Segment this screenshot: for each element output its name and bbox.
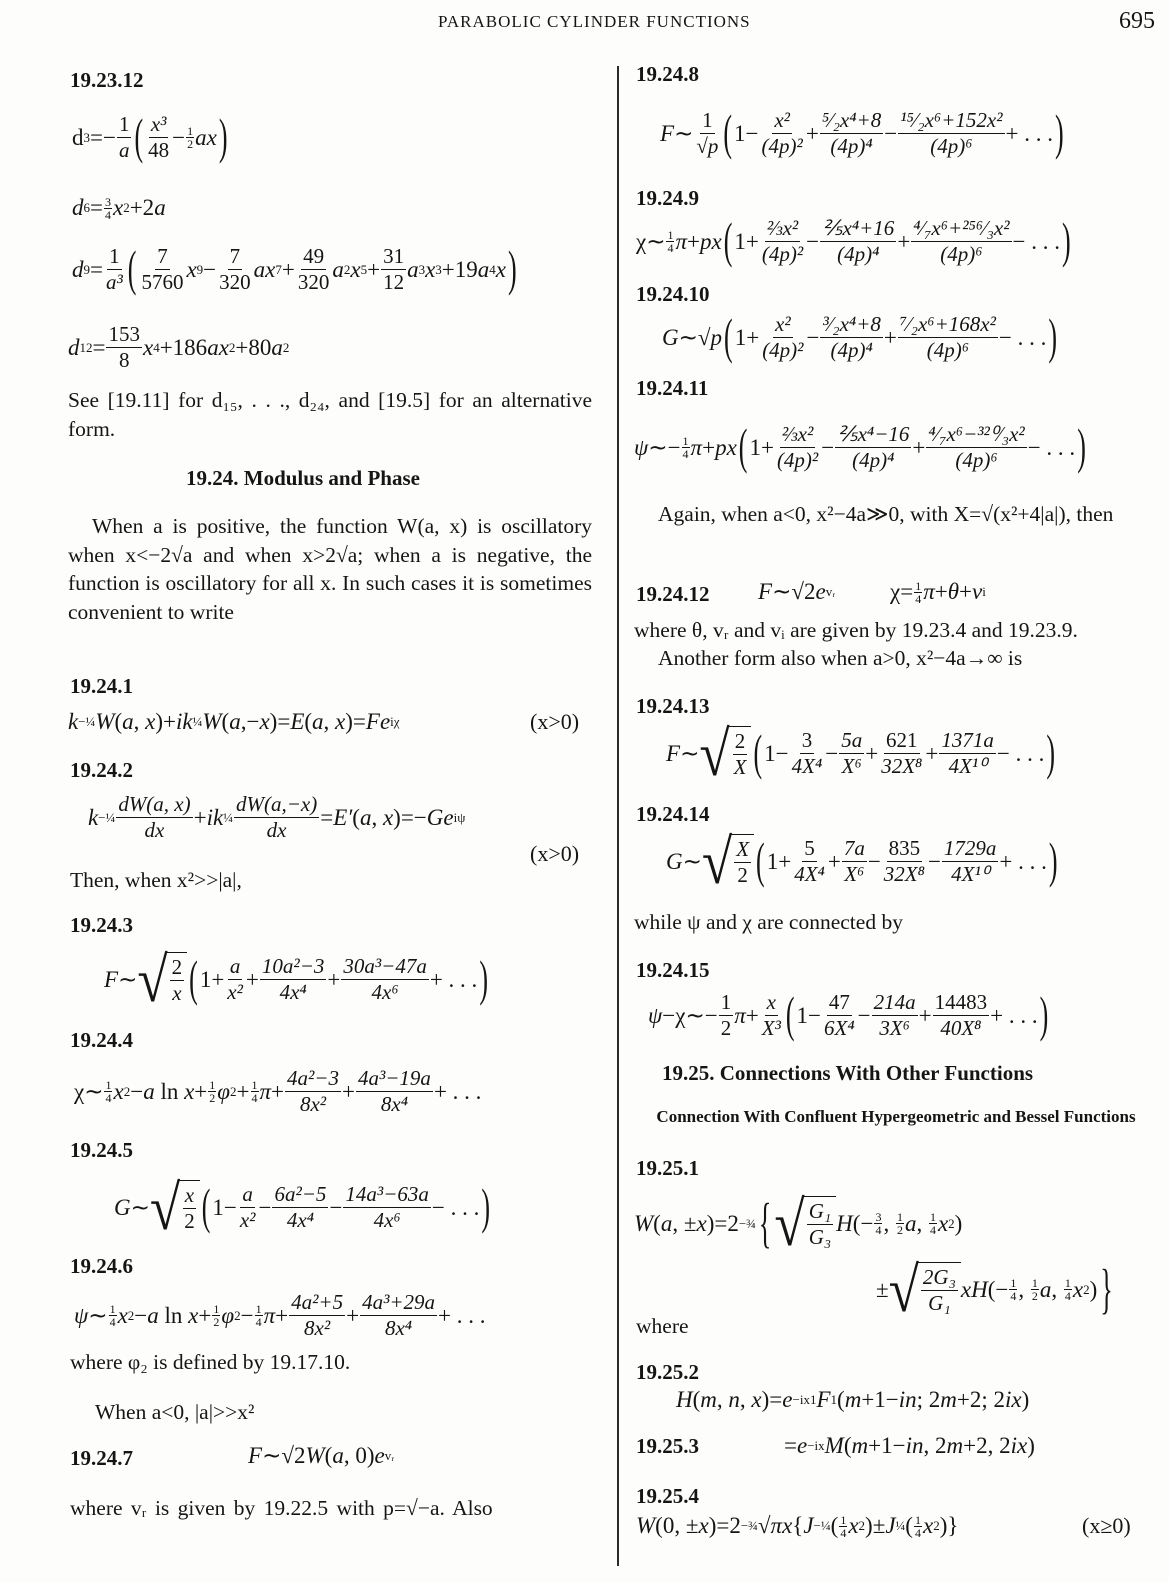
equation-19-24-4: χ∼ $\frac{1}{4}$ x 2 − a ln x + $\frac{1}{2}$ φ 2 + $\frac{1}{4}$ π + $\frac{\text{4a²−3}}{\text{8x²}}$ + $\frac{\text{4a³−19a}}{\text{8x⁴}}$ + . . . — [74, 1066, 482, 1116]
fraction: $\frac{\text{x²}}{\text{(4p)²}}$ — [761, 108, 803, 158]
fraction: $\frac{dW(a,-x)}{dx}$ — [235, 792, 318, 842]
fraction: $\frac{\text{10a²−3}}{\text{4x⁴}}$ — [261, 954, 325, 1005]
fraction: $\frac{1}{4}$ — [929, 1210, 936, 1238]
fraction: $\frac{\text{G₁}}{\text{G₃}}$ — [808, 1198, 832, 1249]
square-root: √ $\frac{x}{2}$ — [150, 1180, 200, 1235]
equation-19-24-15: ψ −χ∼− $\frac{1}{2}$ π + $\frac{x}{\text{X³}}$ ( 1− $\frac{47}{\text{6X⁴}}$ − $\frac{214a}{\text{3X⁶}}$ + $\frac{14483}{\text{40X⁸}}$ + . . . ) — [648, 987, 1049, 1043]
fraction: $\frac{\text{30a³−47a}}{\text{4x⁶}}$ — [343, 954, 427, 1005]
fraction: $\frac{7}{320}$ — [219, 244, 251, 294]
equation-number: 19.24.5 — [70, 1138, 133, 1162]
fraction: $\frac{1}{2}$ — [896, 1210, 903, 1238]
equation-19-24-8: F ∼ $\frac{1}{√p}$ ( 1− $\frac{\text{x²}}{\text{(4p)²}}$ + $\frac{\text{⁵⁄₂x⁴+8}}{\text{(4p)⁴}}$ − $\frac{\text{¹⁵⁄₂x⁶+152x²}}{\text{(4p)⁶}}$ + . . . ) — [660, 105, 1064, 161]
equation-number: 19.24.10 — [636, 282, 710, 306]
equation-19-24-6: ψ ∼ $\frac{1}{4}$ x 2 − a ln x + $\frac{1}{2}$ φ 2 − $\frac{1}{4}$ π + $\frac{\text{4a²+5}}{\text{8x²}}$ + $\frac{\text{4a³+29a}}{\text{8x⁴}}$ + . . . — [74, 1290, 486, 1340]
equation-number: 19.25.3 — [636, 1434, 699, 1458]
fraction: $\frac{dW(a, x)}{dx}$ — [118, 792, 191, 842]
fraction: $\frac{\text{⁴⁄₇x⁶+²⁵⁶⁄₃x²}}{\text{(4p)⁶}}$ — [913, 216, 1010, 266]
fraction: $\frac{5a}{\text{X⁶}}$ — [841, 728, 863, 779]
fraction: $\frac{\text{4a³+29a}}{\text{8x⁴}}$ — [362, 1290, 436, 1340]
where-text: where — [636, 1314, 689, 1338]
equation-19-25-1-line1: W ( a , ± x )=2 −¾ { √ $\frac{\text{G₁}}{\text{G₃}}$ H (− $\frac{3}{4}$ , $\frac{1}{2}$ a , $\frac{1}{4}$ x 2 ) — [634, 1188, 963, 1259]
equation-19-24-11: ψ ∼− $\frac{1}{4}$ π + px ( 1+ $\frac{\text{⅔x²}}{\text{(4p)²}}$ − $\frac{\text{⅖x⁴−16}}{\text{(4p)⁴}}$ + $\frac{\text{⁴⁄₇x⁶−³²⁰⁄₃x²}}{\text{(4p)⁶}}$ − . . . ) — [634, 419, 1086, 475]
equation-19-25-4: W (0, ± x )=2 −¾ √ πx { J −¼ ( $\frac{1}{4}$ x 2 )± J ¼ ( $\frac{1}{4}$ x 2 )} — [636, 1512, 959, 1540]
fraction: $\frac{1}{4}$ — [915, 578, 922, 606]
fraction: $\frac{x}{2}$ — [184, 1182, 195, 1233]
equation-19-24-1: k −¼ W ( a , x )+ ik ¼ W ( a ,− x )= E ( a , x )= Fe iχ — [68, 709, 400, 734]
fraction: $\frac{621}{\text{32X⁸}}$ — [881, 728, 923, 779]
fraction: $\frac{214a}{\text{3X⁶}}$ — [873, 990, 916, 1040]
page-number: 695 — [1119, 8, 1155, 34]
fraction: $\frac{\text{³⁄₂x⁴+8}}{\text{(4p)⁴}}$ — [822, 312, 881, 362]
square-root: √ $\frac{2}{X}$ — [699, 726, 751, 781]
fraction: $\frac{7a}{\text{X⁶}}$ — [843, 836, 865, 887]
fraction: $\frac{\text{⁷⁄₂x⁶+168x²}}{\text{(4p)⁶}}$ — [899, 312, 996, 362]
equation-19-24-12-f: F ∼√2 e vᵣ — [758, 579, 836, 604]
equation-condition: (x>0) — [530, 841, 580, 866]
equation-19-24-12-chi: χ= $\frac{1}{4}$ π + θ + v i — [890, 578, 986, 606]
equation-number: 19.23.12 — [70, 68, 144, 92]
fraction: $\frac{\text{x²}}{\text{(4p)²}}$ — [762, 312, 804, 362]
fraction: $\frac{3}{4}$ — [104, 194, 111, 222]
phi-note: where φ₂ is defined by 19.17.10. — [70, 1350, 351, 1374]
fraction: $\frac{\text{4a³−19a}}{\text{8x⁴}}$ — [357, 1066, 431, 1116]
fraction: $\frac{1}{4}$ — [255, 1302, 262, 1329]
fraction: $\frac{1}{2}$ — [213, 1302, 220, 1329]
fraction: $\frac{\text{¹⁵⁄₂x⁶+152x²}}{\text{(4p)⁶}}$ — [900, 108, 1003, 158]
equation-19-24-14: G ∼ √ $\frac{X}{2}$ ( 1+ $\frac{5}{\text{4X⁴}}$ + $\frac{7a}{\text{X⁶}}$ − $\frac{835}{\text{32X⁸}}$ − $\frac{1729a}{\text{4X¹⁰}}$ + . . . ) — [666, 826, 1058, 897]
fraction: $\frac{47}{\text{6X⁴}}$ — [824, 990, 855, 1040]
fraction: $\frac{14483}{\text{40X⁸}}$ — [934, 990, 988, 1040]
fraction: $\frac{\text{⅔x²}}{\text{(4p)²}}$ — [761, 216, 804, 266]
equation-number: 19.24.12 — [636, 582, 710, 606]
square-root: √ $\frac{\text{G₁}}{\text{G₃}}$ — [774, 1196, 836, 1251]
equation-19-24-10: G ∼√ p ( 1+ $\frac{\text{x²}}{\text{(4p)²}}$ − $\frac{\text{³⁄₂x⁴+8}}{\text{(4p)⁴}}$ + $\frac{\text{⁷⁄₂x⁶+168x²}}{\text{(4p)⁶}}$ − . . . ) — [662, 309, 1058, 365]
equation-number: 19.24.13 — [636, 694, 710, 718]
another-form-text: Another form also when a>0, x²−4a→∞ is — [658, 646, 1023, 670]
fraction: $\frac{a}{\text{x²}}$ — [239, 1182, 256, 1233]
fraction: $\frac{x}{\text{X³}}$ — [761, 990, 781, 1040]
fraction: $\frac{31}{12}$ — [383, 244, 405, 294]
fraction: $\frac{1}{4}$ — [1064, 1276, 1071, 1304]
equation-number: 19.24.4 — [70, 1028, 133, 1052]
fraction: $\frac{X}{2}$ — [736, 836, 750, 887]
fraction: $\frac{2}{X}$ — [733, 728, 747, 779]
equation-d9: d 9 = $\frac{1}{\text{a³}}$ ( $\frac{7}{5760}$ x 9 − $\frac{7}{320}$ ax 7 + $\frac{49}{320}$ a 2 x 5 + $\frac{31}{12}$ a 3 x 3 +19 a 4 x ) — [72, 241, 517, 297]
equation-condition: (x≥0) — [1082, 1513, 1131, 1538]
fraction: $\frac{1}{4}$ — [667, 228, 674, 255]
fraction: $\frac{1}{√p}$ — [696, 108, 719, 158]
fraction: $\frac{1}{4}$ — [682, 434, 689, 461]
equation-number: 19.24.7 — [70, 1446, 133, 1470]
fraction: $\frac{1}{a}$ — [118, 112, 130, 162]
fraction: $\frac{1}{2}$ — [1031, 1276, 1038, 1304]
fraction: $\frac{\text{⅖x⁴−16}}{\text{(4p)⁴}}$ — [837, 422, 910, 472]
equation-condition: (x>0) — [530, 709, 580, 734]
equation-number: 19.24.8 — [636, 62, 699, 86]
fraction: $\frac{1}{4}$ — [1010, 1276, 1017, 1304]
equation-19-25-2: H ( m , n , x )= e −ix 1 F 1 ( m +1− in ; 2 m +2; 2 ix ) — [676, 1387, 1030, 1412]
fraction: $\frac{1}{4}$ — [251, 1078, 258, 1105]
equation-19-25-3: = e −ix M ( m +1− in , 2 m +2, 2 ix ) — [784, 1433, 1035, 1458]
connected-text: while ψ and χ are connected by — [634, 910, 903, 934]
equation-number: 19.24.2 — [70, 758, 133, 782]
fraction: $\frac{1}{4}$ — [914, 1512, 921, 1540]
square-root: √ $\frac{\text{2G₃}}{\text{G₁}}$ — [889, 1262, 961, 1317]
equation-number: 19.24.3 — [70, 913, 133, 937]
equation-number: 19.25.1 — [636, 1156, 699, 1180]
fraction: $\frac{3}{\text{4X⁴}}$ — [791, 728, 823, 779]
equation-19-24-5: G ∼ √ $\frac{x}{2}$ ( 1− $\frac{a}{\text{x²}}$ − $\frac{\text{6a²−5}}{\text{4x⁴}}$ − $\frac{\text{14a³−63a}}{\text{4x⁶}}$ − . . . ) — [114, 1172, 491, 1243]
subsection-title: Connection With Confluent Hypergeometric and Bessel Functions — [656, 1107, 1136, 1126]
fraction: $\frac{\text{⅔x²}}{\text{(4p)²}}$ — [776, 422, 819, 472]
fraction: $\frac{1}{2}$ — [209, 1078, 216, 1105]
equation-d12: d 12 = $\frac{153}{8}$ x 4 +186 ax 2 +80 a 2 — [68, 322, 290, 372]
fraction: $\frac{\text{14a³−63a}}{\text{4x⁶}}$ — [345, 1182, 429, 1233]
fraction: $\frac{7}{5760}$ — [141, 244, 184, 294]
fraction: $\frac{\text{2G₃}}{\text{G₁}}$ — [922, 1264, 956, 1315]
fraction: $\frac{\text{6a²−5}}{\text{4x⁴}}$ — [274, 1182, 327, 1233]
again-paragraph: Again, when a<0, x²−4a≫0, with X=√(x²+4|a|), then — [658, 502, 1114, 526]
equation-number: 19.24.11 — [636, 376, 709, 400]
equation-number: 19.25.4 — [636, 1484, 699, 1508]
square-root: √ $\frac{X}{2}$ — [702, 834, 754, 889]
equation-d6: d 6 = $\frac{3}{4}$ x 2 +2 a — [72, 194, 166, 222]
running-title: PARABOLIC CYLINDER FUNCTIONS — [438, 12, 751, 31]
then-text: Then, when x²>>|a|, — [70, 868, 242, 892]
equation-number: 19.25.2 — [636, 1360, 699, 1384]
equation-number: 19.24.1 — [70, 674, 133, 698]
section-title-19-24: 19.24. Modulus and Phase — [186, 466, 420, 490]
fraction: $\frac{1371a}{\text{4X¹⁰}}$ — [941, 728, 994, 779]
equation-19-24-9: χ∼ $\frac{1}{4}$ π + px ( 1+ $\frac{\text{⅔x²}}{\text{(4p)²}}$ − $\frac{\text{⅖x⁴+16}}{\text{(4p)⁴}}$ + $\frac{\text{⁴⁄₇x⁶+²⁵⁶⁄₃x²}}{\text{(4p)⁶}}$ − . . . ) — [636, 213, 1071, 269]
equation-19-25-1-line2: ± √ $\frac{\text{2G₃}}{\text{G₁}}$ xH (− $\frac{1}{4}$ , $\frac{1}{2}$ a , $\frac{1}{4}$ x 2 ) } — [876, 1254, 1113, 1325]
fraction: $\frac{153}{8}$ — [108, 322, 140, 372]
fraction: $\frac{a}{\text{x²}}$ — [227, 954, 243, 1005]
fraction: $\frac{\text{⁵⁄₂x⁴+8}}{\text{(4p)⁴}}$ — [821, 108, 882, 158]
theta-note: where θ, vᵣ and vᵢ are given by 19.23.4 and 19.23.9. — [634, 618, 1078, 642]
fraction: $\frac{1}{2}$ — [720, 990, 732, 1040]
fraction: $\frac{1}{4}$ — [840, 1512, 847, 1540]
fraction: $\frac{49}{320}$ — [297, 244, 330, 294]
fraction: $\frac{1}{2}$ — [187, 124, 194, 151]
fraction: $\frac{\text{4a²−3}}{\text{8x²}}$ — [287, 1066, 339, 1116]
equation-d3: d 3 =− $\frac{1}{a}$ ( $\frac{\text{x³}}{48}$ − $\frac{1}{2}$ ax ) — [72, 109, 228, 165]
equation-19-24-2: k −¼ $\frac{dW(a, x)}{dx}$ + ik ¼ $\frac{dW(a,-x)}{dx}$ = E′ ( a , x )=− Ge iψ — [88, 792, 466, 842]
vr-note: where vᵣ is given by 19.22.5 with p=√−a. Also — [70, 1496, 493, 1520]
fraction: $\frac{1}{4}$ — [105, 1078, 112, 1105]
fraction: $\frac{3}{4}$ — [875, 1210, 882, 1238]
fraction: $\frac{\text{x³}}{48}$ — [148, 112, 170, 162]
section-title-19-25: 19.25. Connections With Other Functions — [662, 1061, 1034, 1085]
intro-paragraph: When a is positive, the function W(a, x) is oscillatory when x<−2√a and when x>2√a; when a is negative, the function is oscillatory for all x. In such cases it is sometimes convenient to write — [68, 514, 592, 624]
when-a-negative: When a<0, |a|>>x² — [95, 1400, 255, 1424]
fraction: $\frac{1729a}{\text{4X¹⁰}}$ — [943, 836, 997, 887]
square-root: √ $\frac{2}{x}$ — [137, 952, 187, 1007]
fraction: $\frac{\text{4a²+5}}{\text{8x²}}$ — [291, 1290, 344, 1340]
fraction: $\frac{\text{⅖x⁴+16}}{\text{(4p)⁴}}$ — [822, 216, 895, 266]
fraction: $\frac{5}{\text{4X⁴}}$ — [794, 836, 825, 887]
equation-number: 19.24.6 — [70, 1254, 133, 1278]
column-divider — [617, 66, 619, 1566]
equation-19-24-7: F ∼√2 W ( a , 0) e vᵣ — [248, 1443, 395, 1468]
fraction: $\frac{835}{\text{32X⁸}}$ — [883, 836, 925, 887]
equation-number: 19.24.9 — [636, 186, 699, 210]
fraction: $\frac{1}{4}$ — [109, 1302, 116, 1329]
fraction: $\frac{\text{⁴⁄₇x⁶−³²⁰⁄₃x²}}{\text{(4p)⁶}}$ — [928, 422, 1025, 472]
fraction: $\frac{1}{\text{a³}}$ — [105, 244, 123, 294]
equation-number: 19.24.14 — [636, 802, 710, 826]
equation-19-24-13: F ∼ √ $\frac{2}{X}$ ( 1− $\frac{3}{\text{4X⁴}}$ − $\frac{5a}{\text{X⁶}}$ + $\frac{621}{\text{32X⁸}}$ + $\frac{1371a}{\text{4X¹⁰}}$ − . . . ) — [666, 718, 1056, 789]
equation-19-24-3: F ∼ √ $\frac{2}{x}$ ( 1+ $\frac{a}{\text{x²}}$ + $\frac{\text{10a²−3}}{\text{4x⁴}}$ + $\frac{\text{30a³−47a}}{\text{4x⁶}}$ + . . . ) — [104, 944, 488, 1015]
see-note: See [19.11] for d₁₅, . . ., d₂₄, and [19.5] for an alternative form. — [68, 388, 592, 441]
equation-number: 19.24.15 — [636, 958, 710, 982]
fraction: $\frac{2}{x}$ — [171, 954, 183, 1005]
